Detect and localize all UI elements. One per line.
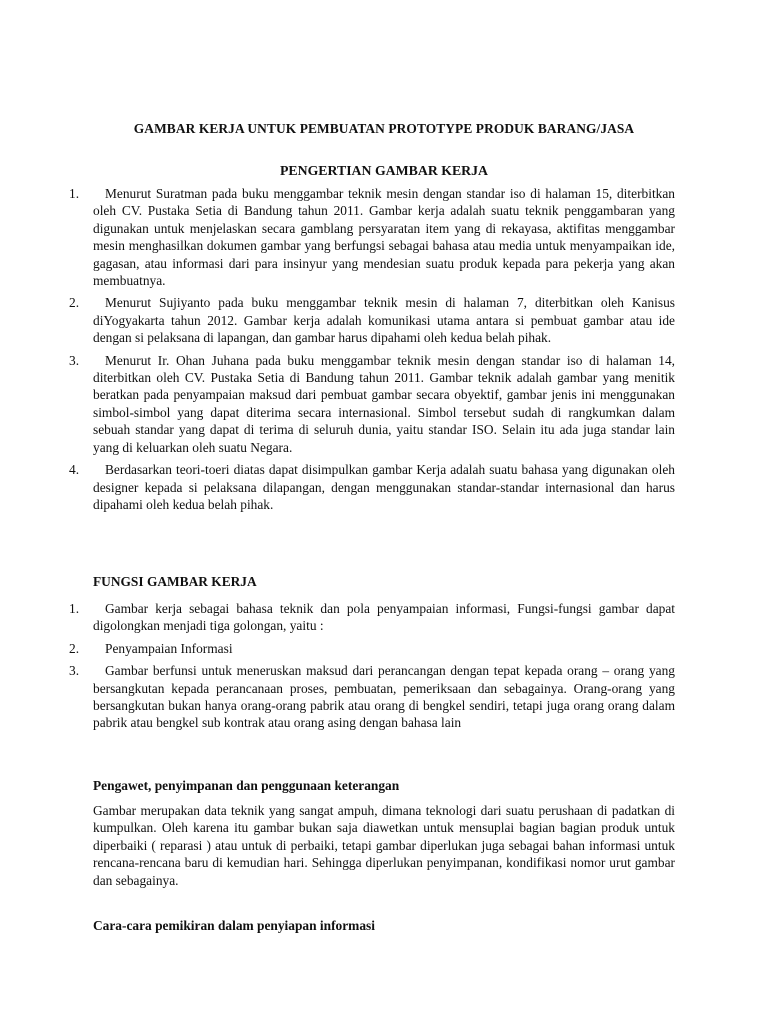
section-heading-fungsi: FUNGSI GAMBAR KERJA [93, 574, 257, 589]
fungsi-list [0, 600, 768, 737]
list-number: 1. [69, 601, 80, 616]
list-number: 4. [69, 462, 80, 478]
section-paragraph-pengawet: Gambar merupakan data teknik yang sangat ampuh, dimana teknologi dari suatu perushaan di padatkan di kumpulkan. Oleh karena itu gambar bukan saja diawetkan untuk mensuplai bagian bagian produk untuk diperbaiki ( reparasi ) atau untuk di perbaiki, tetapi gambar diperlukan juga sebagai bahan informasi untuk rencana-rencana baru di kemudian hari. Sehingga diperlukan penyimpanan, kondifikasi nomor urut gambar dan sebagainya. [93, 803, 675, 888]
section-heading-pengertian: PENGERTIAN GAMBAR KERJA [279, 163, 488, 178]
list-text: Penyampaian Informasi [105, 640, 233, 656]
list-item [0, 600, 768, 635]
list-text: Gambar kerja sebagai bahasa teknik dan pola penyampaian informasi, Fungsi-fungsi gambar dapat digolongkan menjadi tiga golongan, yaitu : [93, 601, 675, 634]
list-item [0, 640, 768, 657]
list-number: 1. [69, 186, 80, 201]
list-item [0, 185, 768, 289]
list-text: Gambar berfunsi untuk meneruskan maksud dari perancangan dengan tepat kepada orang – orang yang bersangkutan kepada perancanaan proses, pembuatan, pemeriksaan dan sebagainya. Orang-orang yang bersangkutan bukan hanya orang-orang pabrik atau orang di bengkel sendiri, tetapi juga orang orang dalam pabrik atau bengkel sub kontrak atau orang asing dengan bahasa lain [93, 663, 675, 731]
section-heading-cara-cara: Cara-cara pemikiran dalam penyiapan informasi [93, 918, 375, 933]
list-number: 2. [69, 295, 80, 311]
list-item [0, 352, 768, 456]
list-number: 2. [69, 640, 80, 656]
list-number: 3. [69, 663, 80, 679]
list-text: Menurut Sujiyanto pada buku menggambar teknik mesin di halaman 7, diterbitkan oleh Kanisus diYogyakarta tahun 2012. Gambar kerja adalah komunikasi utama antara si pembuat gambar atau ide dengan si pelaksana di lapangan, dan gambar harus dipahami oleh kedua belah pihak. [93, 295, 675, 346]
pengertian-list [0, 185, 768, 518]
list-item [0, 662, 768, 732]
list-number: 3. [69, 352, 80, 368]
list-item [0, 461, 768, 513]
section-heading-pengawet: Pengawet, penyimpanan dan penggunaan keterangan [93, 778, 400, 793]
list-text: Berdasarkan teori-toeri diatas dapat disimpulkan gambar Kerja adalah suatu bahasa yang digunakan oleh designer kepada si pelaksana dilapangan, dengan menggunakan standar-standar internasional dan harus dipahami oleh kedua belah pihak. [93, 462, 675, 512]
list-text: Menurut Suratman pada buku menggambar teknik mesin dengan standar iso di halaman 15, diterbitkan oleh CV. Pustaka Setia di Bandung tahun 2011. Gambar kerja adalah suatu teknik penggambaran yang digunakan untuk menjelaskan secara gamblang persyaratan item yang di rekayasa, aktifitas menggambar mesin menghasilkan dokumen gambar yang berfungsi sebagai bahasa atau media untuk menyampaikan ide, gagasan, atau informasi dari para insinyur yang mendesian suatu produk kepada para pekerja yang akan membuatnya. [93, 186, 675, 289]
list-item [0, 294, 768, 346]
document-title: GAMBAR KERJA UNTUK PEMBUATAN PROTOTYPE PRODUK BARANG/JASA [133, 121, 635, 136]
list-text: Menurut Ir. Ohan Juhana pada buku menggambar teknik mesin dengan standar iso di halaman 14, diterbitkan oleh CV. Pustaka Setia di Bandung tahun 2011. Gambar teknik adalah gambar yang menitik beratkan pada penyampaian maksud dari pembuat gambar secara obyektif, gambar jenis ini menggunakan simbol-simbol yang dapat diterima secara internasional. Simbol tersebut sudah di rangkumkan dalam sebuah standar yang dapat di terima di seluruh dunia, yaitu standar ISO. Selain itu ada juga standar lain yang di keluarkan oleh suatu Negara. [93, 352, 675, 455]
